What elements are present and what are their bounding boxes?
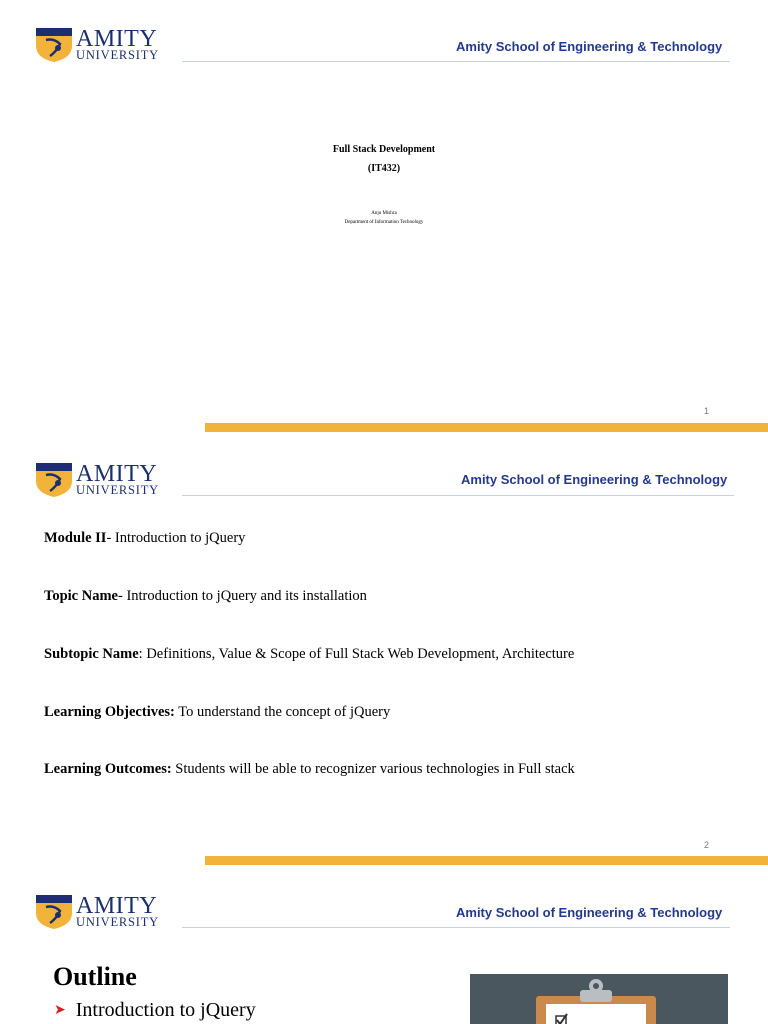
slide-number: 1 (704, 406, 710, 416)
arrow-bullet-icon: ➤ (54, 1003, 66, 1018)
objectives-line (44, 704, 390, 721)
header-rule (182, 927, 730, 928)
objectives-value: To understand the concept of jQuery (178, 704, 391, 720)
outcomes-label: Learning Outcomes: (44, 761, 172, 777)
outline-bullet-item (54, 999, 256, 1022)
module-value: Introduction to jQuery (114, 530, 246, 546)
amity-emblem-icon (36, 463, 72, 497)
amity-logo (36, 463, 168, 499)
amity-logo (36, 28, 168, 64)
logo-word: AMITY (76, 461, 158, 487)
outline-bullet-text: Introduction to jQuery (75, 999, 256, 1021)
department-name: Department of Information Technology (344, 220, 424, 225)
slide-3 (0, 866, 768, 1024)
author-name: Anju Mishra (371, 211, 397, 216)
subtopic-value: Definitions, Value & Scope of Full Stack Web Development, Architecture (146, 646, 575, 662)
course-code: (IT432) (367, 163, 401, 174)
module-line (44, 530, 245, 547)
outcomes-value: Students will be able to recognizer various technologies in Full stack (175, 761, 575, 777)
clipboard-checklist-image (470, 974, 728, 1024)
slide-2 (0, 434, 768, 866)
objectives-label: Learning Objectives: (44, 704, 175, 720)
clipboard-checklist-icon (470, 974, 728, 1024)
course-title: Full Stack Development (332, 144, 436, 155)
amity-emblem-icon (36, 895, 72, 929)
topic-line (44, 588, 367, 605)
school-name: Amity School of Engineering & Technology (456, 905, 723, 920)
subtopic-label: Subtopic Name (44, 646, 139, 662)
topic-value: Introduction to jQuery and its installation (126, 588, 367, 604)
outline-heading: Outline (53, 962, 137, 991)
school-name: Amity School of Engineering & Technology (456, 39, 723, 54)
amity-logo (36, 895, 168, 931)
logo-subtext: UNIVERSITY (76, 483, 159, 497)
topic-sep: - (117, 588, 127, 604)
footer-bar (205, 856, 768, 865)
slide-number: 2 (704, 840, 710, 850)
footer-bar (205, 423, 768, 432)
amity-emblem-icon (36, 28, 72, 62)
subtopic-line (44, 646, 574, 663)
subtopic-sep: : (138, 646, 147, 662)
outcomes-line (44, 761, 575, 778)
module-label: Module II (44, 530, 107, 546)
header-rule (182, 495, 734, 496)
topic-label: Topic Name (44, 588, 118, 604)
logo-subtext: UNIVERSITY (76, 915, 159, 929)
module-sep: - (106, 530, 115, 546)
logo-subtext: UNIVERSITY (76, 48, 159, 62)
logo-word: AMITY (76, 26, 158, 52)
school-name: Amity School of Engineering & Technology (461, 472, 728, 487)
header-rule (182, 61, 730, 62)
slide-1 (0, 0, 768, 434)
logo-word: AMITY (76, 893, 158, 919)
